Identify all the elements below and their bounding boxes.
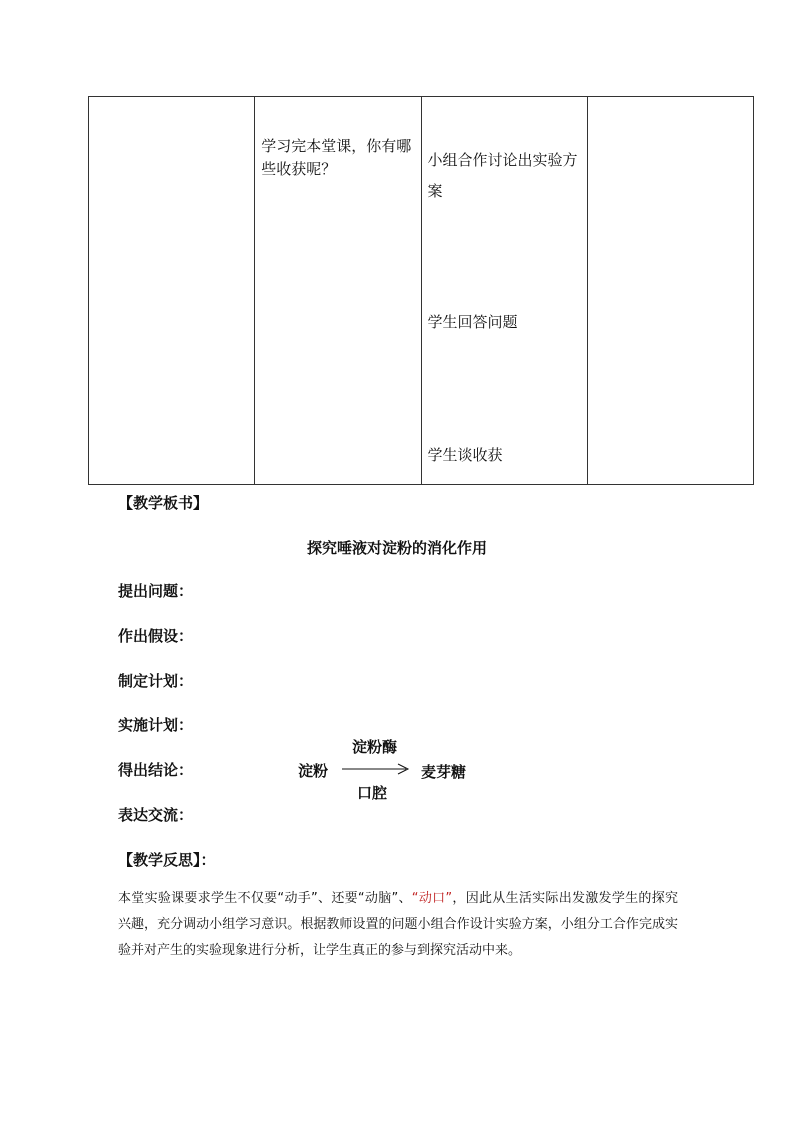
step-question: 提出问题： <box>118 582 194 600</box>
table-cell-3 <box>421 97 587 485</box>
table-cell-2 <box>255 97 421 485</box>
reaction-arrow-icon <box>340 761 412 777</box>
reflection-heading: 【教学反思】： <box>118 851 216 869</box>
reflection-text-2: ，因此从生活实际出发激发学生的探究兴趣，充分调动小组学习意识。根据教师设置的问题小组合作设计实验方案，小组分工合作完成实验并对产生的实验现象进行分析，让学生真正的参与到探究活动中来。 <box>118 891 678 958</box>
activity-harvest-text: 学生谈收获 <box>427 446 503 464</box>
table-cell-4 <box>587 97 753 485</box>
reflection-text-highlight: “动口” <box>411 891 453 906</box>
step-conclusion: 得出结论： <box>118 761 194 779</box>
step-plan: 制定计划： <box>118 672 194 690</box>
reaction-reactant: 淀粉 <box>298 762 329 780</box>
board-title: 探究唾液对淀粉的消化作用 <box>306 539 487 557</box>
activity-answer-text: 学生回答问题 <box>427 313 518 331</box>
reflection-text-1: 本堂实验课要求学生不仅要“动手”、还要“动脑”、 <box>118 891 412 906</box>
summary-question: 学习完本堂课，你有哪些收获呢？ <box>261 137 412 178</box>
reaction-product: 麦芽糖 <box>421 763 467 781</box>
reflection-paragraph <box>118 886 678 964</box>
step-implement: 实施计划： <box>118 716 194 734</box>
step-hypothesis: 作出假设： <box>118 627 194 645</box>
board-heading: 【教学板书】 <box>118 494 209 512</box>
lesson-table <box>88 96 754 485</box>
reaction-catalyst: 淀粉酶 <box>352 738 398 756</box>
activity-plan-text: 小组合作讨论出实验方案 <box>427 151 578 200</box>
reaction-location: 口腔 <box>357 784 388 802</box>
table-cell-1 <box>89 97 255 485</box>
step-communicate: 表达交流： <box>118 806 194 824</box>
